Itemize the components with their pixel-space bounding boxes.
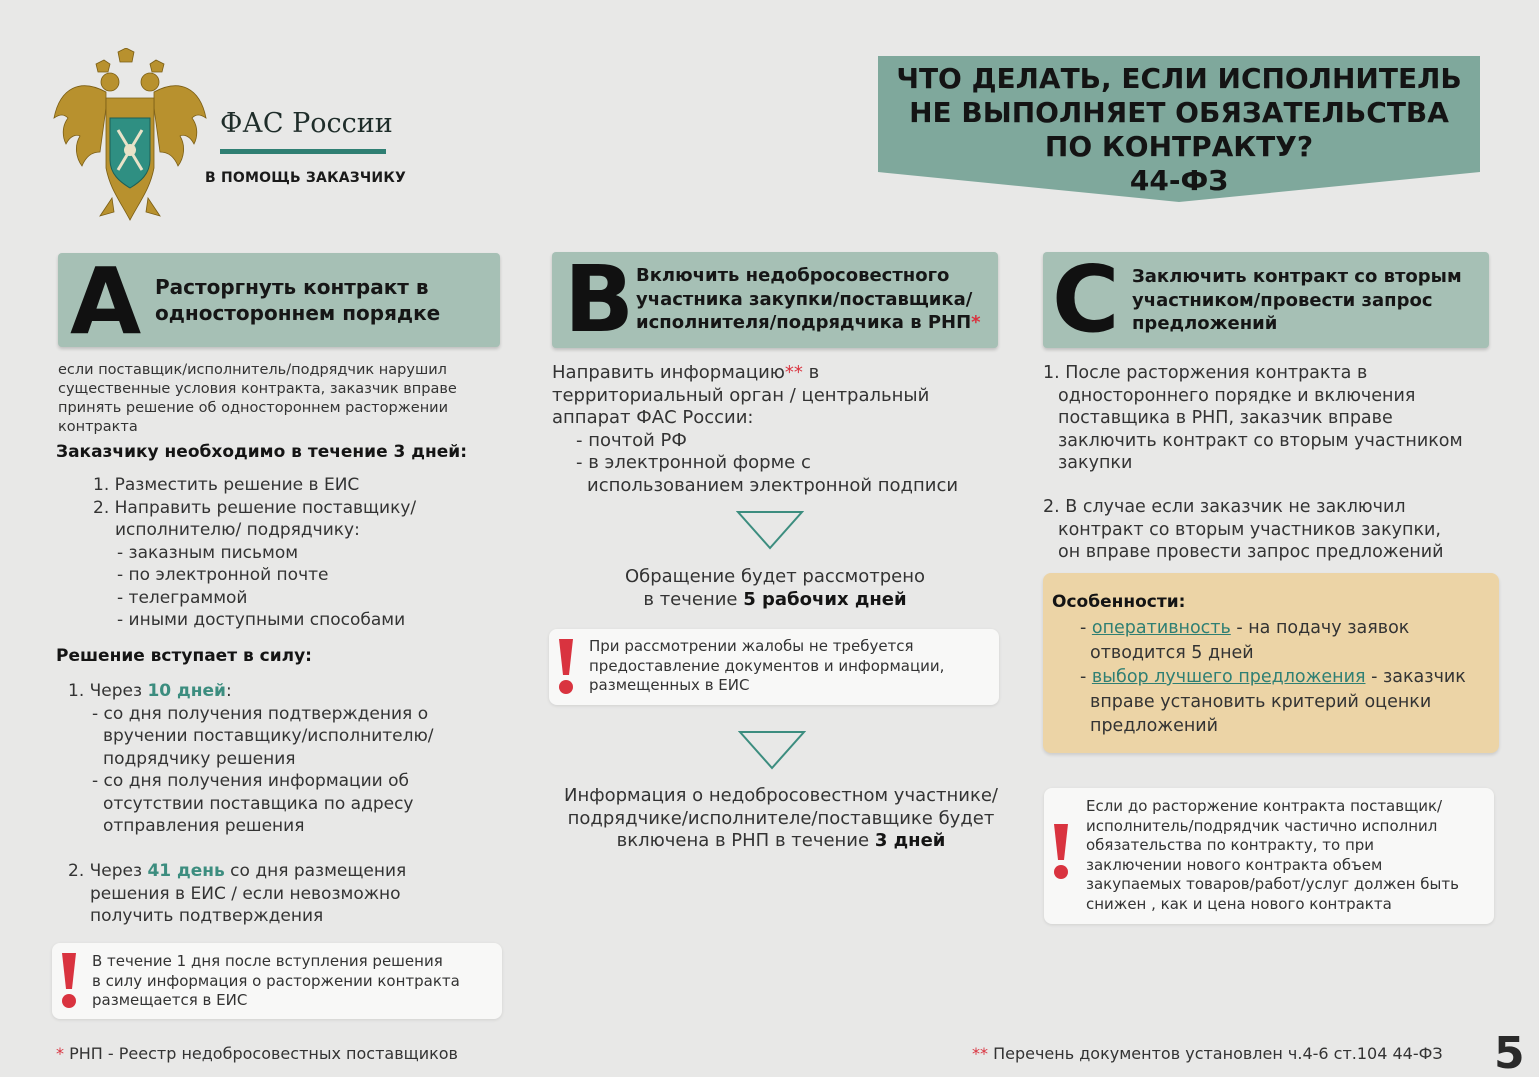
section-c-item1	[1043, 362, 1463, 475]
delivery-methods	[93, 542, 416, 632]
send-line: территориальный орган / центральный	[552, 384, 930, 406]
section-c-title-line: Заключить контракт со вторым	[1132, 266, 1462, 287]
section-a-title	[155, 274, 440, 326]
review-line: Обращение будет рассмотрено	[624, 566, 926, 587]
section-c-letter: C	[1052, 246, 1120, 353]
term1-conditions	[68, 703, 434, 838]
feature-2: - выбор лучшего предложения - заказчик	[1080, 667, 1466, 687]
note-line: При рассмотрении жалобы не требуется	[589, 637, 914, 655]
arrow-down-icon	[736, 510, 804, 550]
condition-line: отсутствии поставщика по адресу	[103, 793, 414, 814]
section-c-title-line: предложений	[1132, 313, 1278, 334]
method-item: - телеграммой	[117, 587, 248, 608]
footnote-left	[56, 1044, 458, 1063]
note-line: закупаемых товаров/работ/услуг должен быть	[1086, 875, 1459, 893]
section-b-title	[636, 264, 981, 335]
feature-2-cont: вправе установить критерий оценки	[1090, 691, 1432, 712]
section-c-title-line: участником/провести запрос	[1132, 289, 1433, 311]
section-b-note-text	[589, 637, 944, 696]
method-item: - по электронной почте	[117, 565, 329, 585]
title-line-1: ЧТО ДЕЛАТЬ, ЕСЛИ ИСПОЛНИТЕЛЬ	[896, 62, 1462, 95]
condition-line: вручении поставщику/исполнителю/	[103, 726, 434, 746]
item-line: заключить контракт со вторым участником	[1058, 430, 1463, 451]
result-highlight: 3 дней	[874, 830, 946, 851]
footnote-right-text: Перечень документов установлен ч.4-6 ст.104 44-ФЗ	[988, 1044, 1443, 1063]
org-underline	[220, 149, 386, 154]
term2-cont: решения в ЕИС / если невозможно	[90, 883, 401, 904]
feature-2-rest: - заказчик	[1365, 667, 1466, 687]
footnote-star: *	[971, 312, 981, 333]
section-a-title-line: Расторгнуть контракт в	[155, 275, 429, 299]
section-a-title-line: одностороннем порядке	[155, 301, 441, 325]
section-c-item2	[1043, 496, 1444, 564]
footnote-left-star: *	[56, 1044, 64, 1063]
review-highlight: 5 рабочих дней	[743, 588, 907, 610]
intro-line: контракта	[58, 419, 138, 435]
section-b-title-line	[636, 311, 981, 335]
section-a-effect-heading: Решение вступает в силу:	[56, 646, 312, 666]
note-line: Если до расторжение контракта поставщик/	[1086, 797, 1443, 815]
term1-highlight: 10 дней	[147, 681, 226, 701]
footnote-right-star: **	[972, 1044, 988, 1063]
note-line: размещенных в ЕИС	[589, 676, 750, 694]
note-line: В течение 1 дня после вступления решения	[92, 952, 443, 970]
step-item: 1. Разместить решение в ЕИС	[93, 475, 360, 495]
term2-line	[68, 860, 406, 883]
section-b-review	[552, 566, 998, 611]
section-b-note	[549, 629, 999, 705]
feature-1-rest: - на подачу заявок	[1230, 618, 1410, 638]
item-line: поставщика в РНП, заказчик вправе	[1058, 408, 1393, 428]
section-a-note-text	[92, 952, 460, 1011]
note-line: в силу информация о расторжении контракта	[92, 971, 460, 990]
condition-line: - со дня получения подтверждения о	[92, 703, 429, 724]
org-subtitle: В ПОМОЩЬ ЗАКАЗЧИКУ	[205, 170, 406, 186]
feature-2-term: выбор лучшего предложения	[1091, 667, 1366, 687]
item-line: одностороннего порядке и включения	[1058, 385, 1416, 406]
arrow-down-icon	[738, 730, 806, 770]
step-item: 2. Направить решение поставщику/	[93, 497, 417, 518]
send-text-end: в	[802, 362, 820, 383]
exclamation-icon	[1050, 822, 1072, 882]
section-b-title-text: исполнителя/подрядчика в РНП	[636, 312, 972, 333]
method-item: - заказным письмом	[117, 542, 299, 563]
send-method: - почтой РФ	[576, 429, 687, 451]
feature-1-term: оперативность	[1091, 618, 1231, 638]
section-b-letter: B	[564, 246, 635, 353]
result-line: Информация о недобросовестном участнике/	[564, 785, 998, 806]
section-c-note	[1044, 788, 1494, 924]
section-b-title-line: Включить недобросовестного	[636, 265, 950, 286]
item-line: 1. После расторжения контракта в	[1043, 363, 1368, 383]
feature-1-cont: отводится 5 дней	[1090, 642, 1254, 663]
item-line: он вправе провести запрос предложений	[1058, 542, 1444, 562]
section-a-letter: A	[70, 248, 142, 355]
page-number: 5	[1494, 1028, 1525, 1077]
section-a-term2	[68, 860, 406, 928]
section-a-term1	[68, 680, 434, 838]
intro-line: если поставщик/исполнитель/подрядчик нарушил	[58, 362, 447, 378]
intro-line: существенные условия контракта, заказчик вправе	[58, 381, 457, 397]
term1-suffix: :	[225, 681, 232, 701]
term2-highlight: 41 день	[147, 861, 225, 881]
item-line: контракт со вторым участников закупки,	[1058, 519, 1441, 540]
condition-line: - со дня получения информации об	[92, 771, 410, 791]
condition-line: отправления решения	[103, 816, 305, 836]
result-line: подрядчике/исполнителе/поставщике будет	[567, 807, 995, 829]
note-line: размещается в ЕИС	[92, 991, 248, 1009]
note-line: исполнитель/подрядчик частично исполнил	[1086, 816, 1438, 835]
send-text: Направить информацию	[552, 362, 785, 383]
section-c-note-text	[1086, 797, 1459, 914]
intro-line: принять решение об одностороннем расторжении	[58, 400, 449, 416]
term2-cont: получить подтверждения	[90, 906, 324, 926]
condition-line: подрядчику решения	[103, 748, 296, 769]
exclamation-icon	[555, 637, 577, 697]
item-line: закупки	[1058, 453, 1133, 473]
fas-emblem-logo	[50, 48, 210, 224]
title-line-2: НЕ ВЫПОЛНЯЕТ ОБЯЗАТЕЛЬСТВА	[909, 96, 1449, 129]
term2-suffix: со дня размещения	[224, 861, 407, 881]
method-item: - иными доступными способами	[117, 610, 406, 630]
features-heading: Особенности:	[1052, 592, 1186, 612]
send-methods	[552, 430, 958, 498]
term2-prefix: 2. Через	[68, 861, 148, 881]
step-item-cont: исполнителю/ подрядчику:	[115, 520, 360, 540]
send-method: - в электронной форме с	[576, 452, 811, 473]
footnote-left-text: РНП - Реестр недобросовестных поставщиков	[64, 1044, 458, 1063]
section-b-send	[552, 362, 958, 497]
title-line-3: ПО КОНТРАКТУ?	[1044, 130, 1314, 163]
review-prefix: в течение	[643, 588, 744, 610]
section-c-title	[1132, 265, 1462, 336]
section-b-result	[540, 785, 1022, 853]
note-line: предоставление документов и информации,	[589, 656, 945, 675]
review-line	[552, 589, 998, 612]
exclamation-icon	[58, 951, 80, 1011]
title-line-4: 44-ФЗ	[1129, 164, 1229, 197]
send-method-cont: использованием электронной подписи	[587, 474, 959, 496]
feature-1: - оперативность - на подачу заявок	[1080, 618, 1410, 638]
item-line: 2. В случае если заказчик не заключил	[1043, 497, 1406, 517]
section-a-intro	[58, 361, 457, 437]
note-line: заключении нового контракта объем	[1086, 855, 1383, 874]
term1-line	[68, 680, 434, 703]
term1-prefix: 1. Через	[68, 681, 148, 701]
org-name: ФАС России	[220, 108, 393, 139]
section-a-note	[52, 943, 502, 1019]
note-line: обязательства по контракту, то при	[1086, 836, 1375, 854]
section-a-steps-heading: Заказчику необходимо в течение 3 дней:	[56, 442, 467, 462]
section-a-steps	[93, 474, 416, 632]
page-title	[878, 62, 1480, 198]
send-line	[552, 362, 958, 385]
result-prefix: включена в РНП в течение	[616, 830, 875, 851]
features-list	[1080, 616, 1466, 739]
footnote-right	[972, 1044, 1443, 1063]
feature-2-cont: предложений	[1090, 716, 1219, 736]
section-b-title-line: участника закупки/поставщика/	[636, 288, 973, 310]
result-line	[540, 830, 1022, 853]
note-line: снижен , как и цена нового контракта	[1086, 894, 1392, 913]
footnote-star-2: **	[784, 362, 803, 383]
send-line: аппарат ФАС России:	[552, 407, 754, 428]
